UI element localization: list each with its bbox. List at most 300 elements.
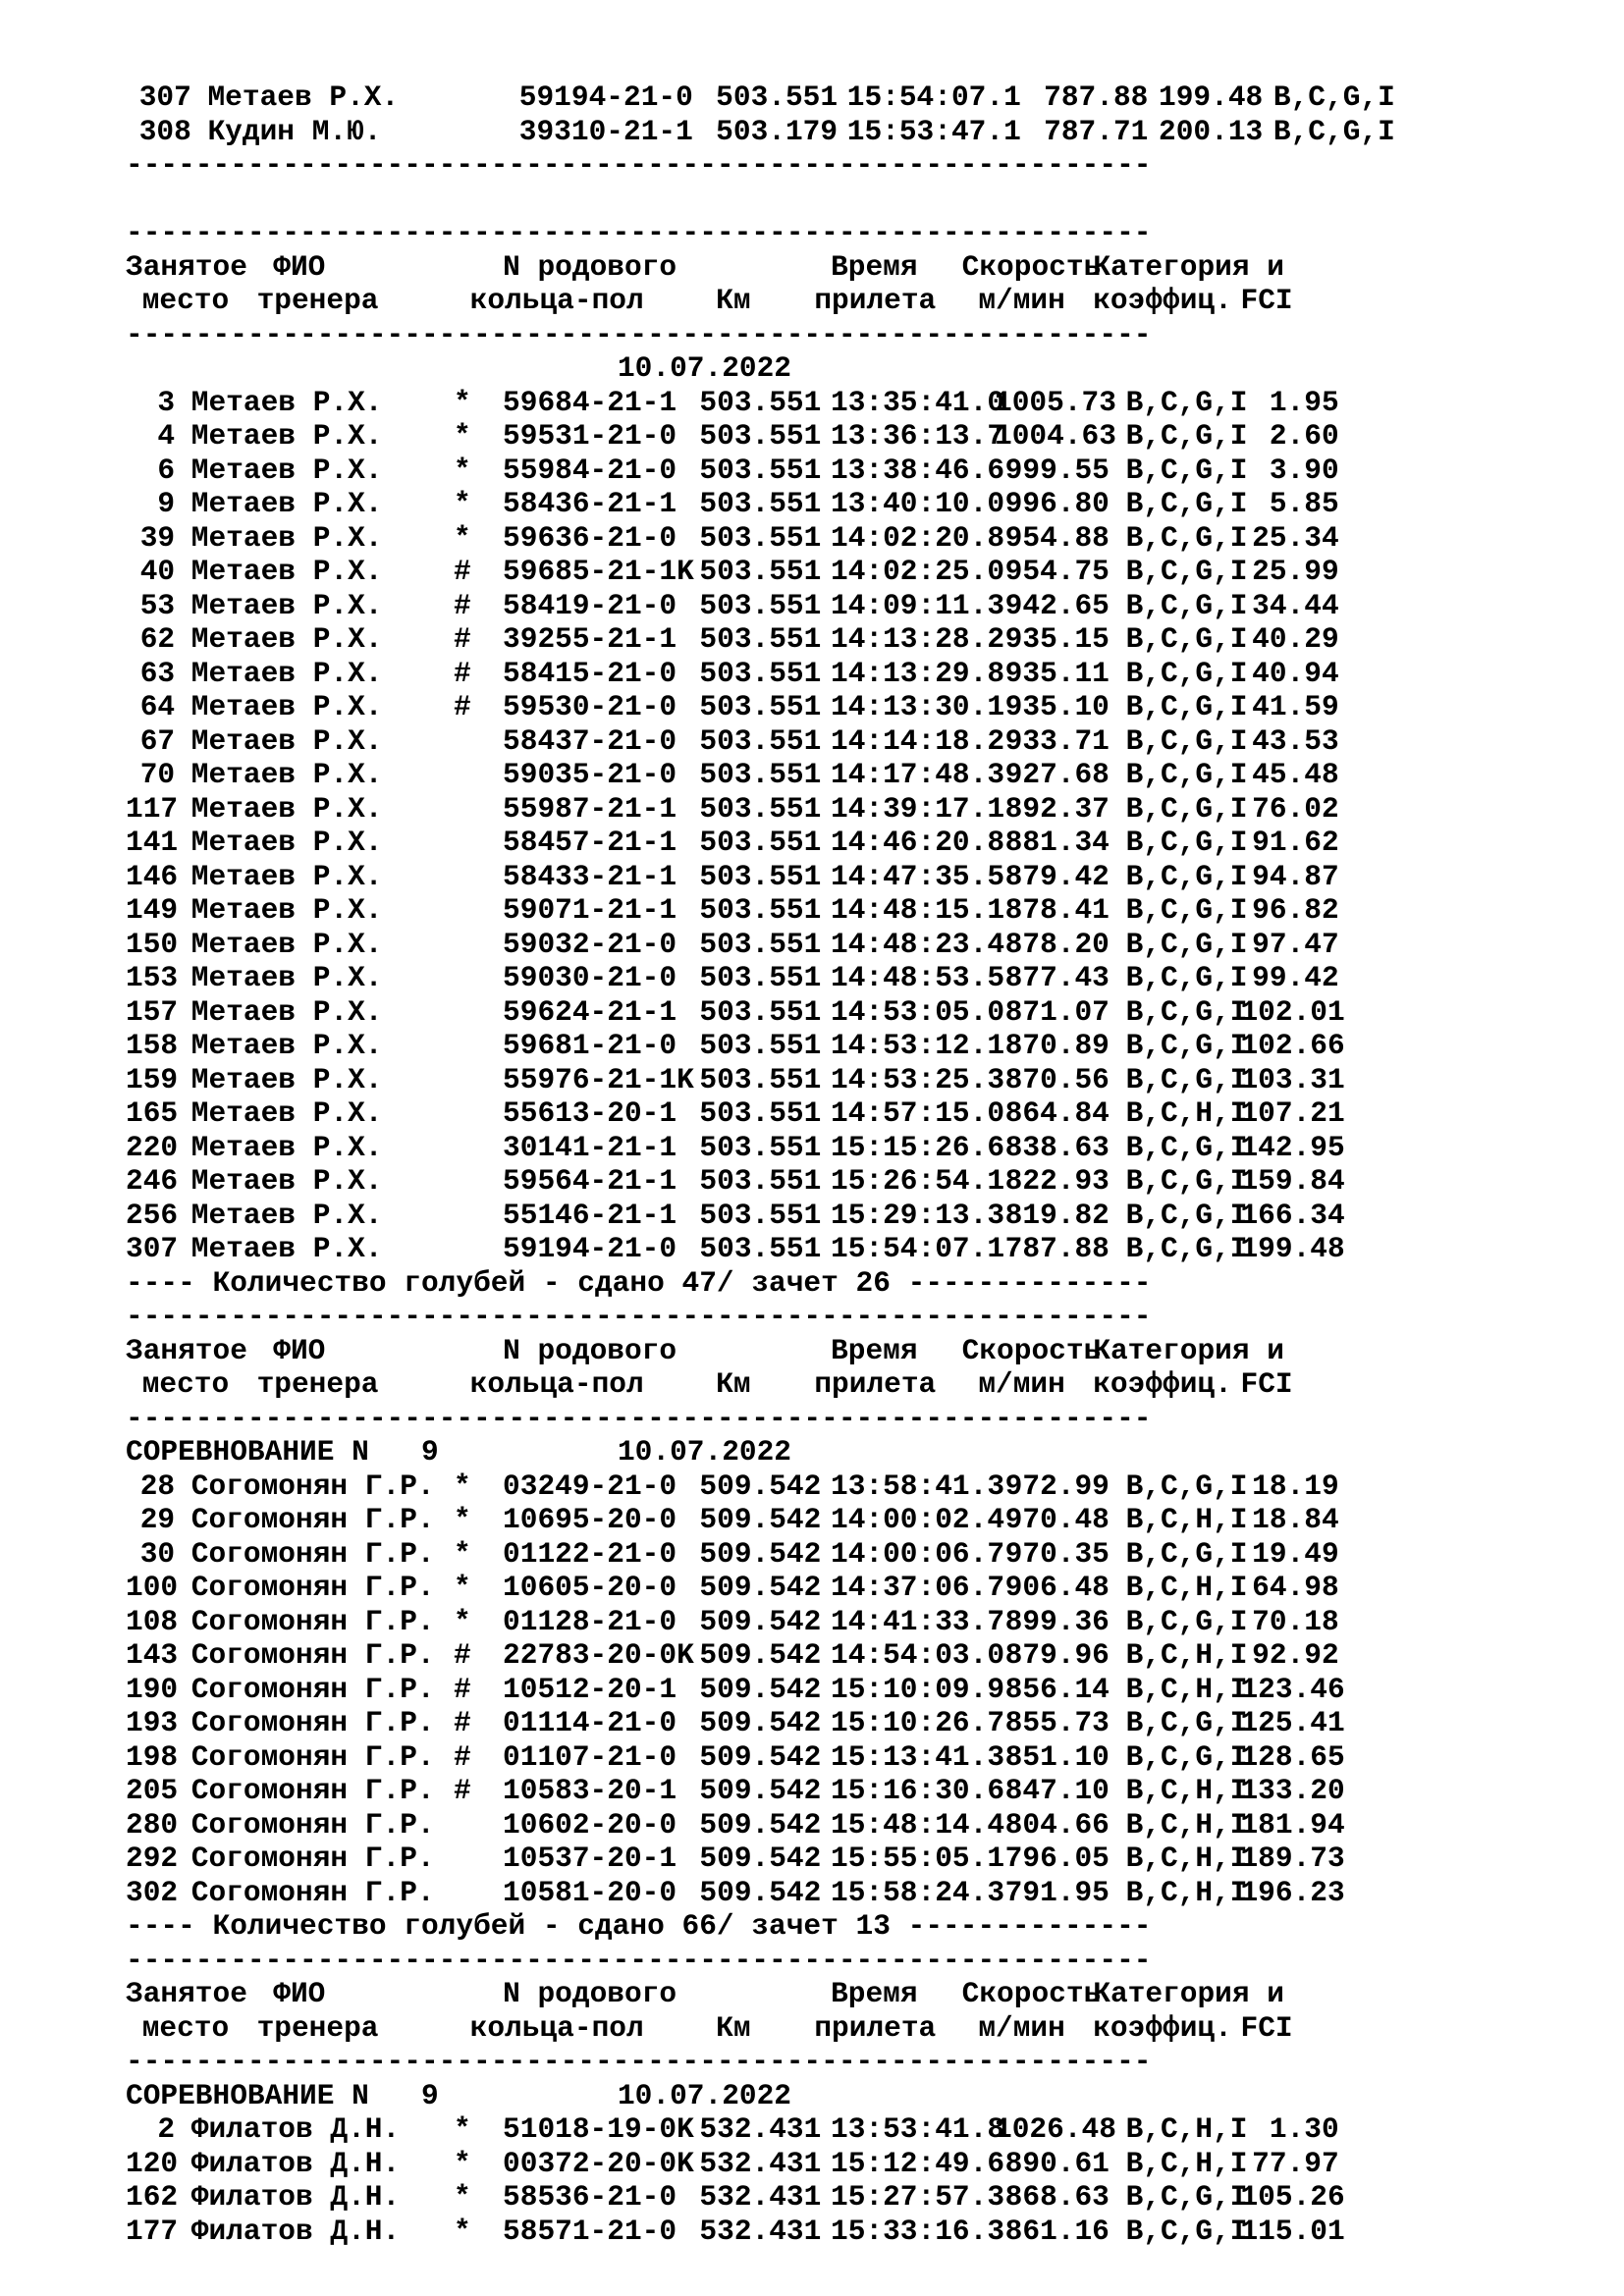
km-cell: 503.551 — [699, 961, 822, 994]
trainer-name-cell: Метаев Р.Х. — [190, 893, 383, 927]
header-arrival: прилета — [814, 1367, 937, 1401]
km-cell: 509.542 — [699, 1875, 822, 1909]
place-cell: 141 — [126, 826, 179, 859]
result-row — [126, 1638, 1388, 1673]
result-row — [126, 2215, 1388, 2249]
result-row — [126, 1537, 1388, 1572]
arrival-time-cell: 14:54:03.0 — [831, 1638, 1005, 1672]
arrival-time-cell: 14:53:25.3 — [831, 1062, 1005, 1096]
arrival-time-cell: 14:53:05.0 — [831, 994, 1005, 1029]
coefficient-cell: 91.62 — [1252, 826, 1339, 859]
header-place-2: место — [141, 1367, 230, 1401]
header-name-2: тренера — [256, 1367, 379, 1401]
ring-cell: 58536-21-0 — [503, 2180, 677, 2214]
competition-date: 10.07.2022 — [617, 1435, 792, 1468]
coefficient-cell: 76.02 — [1252, 791, 1339, 826]
category-cell: B,C,G,I — [1125, 1164, 1248, 1198]
trainer-name-cell: Согомонян Г.Р. — [190, 1672, 435, 1706]
place-cell: 4 — [157, 419, 176, 453]
km-cell: 503.551 — [699, 1062, 822, 1096]
category-cell: B,C,G,I — [1125, 1130, 1248, 1164]
ring-cell: 55976-21-1K — [503, 1062, 694, 1096]
trainer-name-cell: Согомонян Г.Р. — [190, 1638, 435, 1672]
trainer-name-cell: Метаев Р.Х. — [190, 994, 383, 1029]
mark-cell: * — [453, 2180, 471, 2214]
trainer-name-cell: Согомонян Г.Р. — [190, 1842, 435, 1875]
speed-cell: 1004.63 — [995, 419, 1116, 453]
category-cell: B,C,G,I — [1125, 758, 1248, 791]
speed-cell: 787.71 — [1044, 114, 1149, 148]
coefficient-cell: 2.60 — [1269, 419, 1339, 453]
arrival-time-cell: 14:02:25.0 — [831, 555, 1005, 588]
km-cell: 509.542 — [699, 1468, 822, 1503]
header-ring: N родового — [503, 249, 677, 284]
arrival-time-cell: 14:13:29.8 — [831, 656, 1005, 690]
coefficient-cell: 64.98 — [1252, 1571, 1339, 1604]
mark-cell: # — [453, 1672, 471, 1706]
place-cell: 120 — [126, 2146, 179, 2180]
category-cell: B,C,G,I — [1125, 1604, 1248, 1638]
result-row — [126, 893, 1388, 928]
coefficient-cell: 40.29 — [1252, 622, 1339, 656]
category-cell: B,C,H,I — [1125, 1875, 1248, 1909]
speed-cell: 881.34 — [1004, 826, 1110, 859]
speed-cell: 856.14 — [1004, 1672, 1110, 1706]
result-row — [126, 1605, 1388, 1639]
result-row — [126, 1774, 1388, 1808]
header-km: Км — [716, 2010, 751, 2045]
speed-cell: 787.88 — [1044, 80, 1149, 114]
speed-cell: 879.42 — [1004, 859, 1110, 893]
category-cell: B,C,H,I — [1125, 1672, 1248, 1706]
category-cell: B,C,H,I — [1125, 1842, 1248, 1875]
arrival-time-cell: 14:14:18.2 — [831, 723, 1005, 758]
place-cell: 157 — [126, 994, 179, 1029]
coefficient-cell: 1.30 — [1269, 2112, 1339, 2146]
trainer-name-cell: Филатов Д.Н. — [190, 2214, 401, 2248]
summary-dashes: -------------- — [890, 1265, 1152, 1300]
km-cell: 503.551 — [699, 555, 822, 588]
trainer-name-cell: Согомонян Г.Р. — [190, 1706, 435, 1739]
arrival-time-cell: 15:12:49.6 — [831, 2146, 1005, 2180]
header-name-2: тренера — [256, 284, 379, 317]
arrival-time-cell: 15:48:14.4 — [831, 1807, 1005, 1842]
category-cell: B,C,G,I — [1125, 419, 1248, 453]
result-row — [126, 657, 1388, 691]
header-time: Время — [831, 249, 918, 284]
header-time: Время — [831, 1333, 918, 1367]
trainer-name-cell: Метаев Р.Х. — [190, 487, 383, 520]
place-cell: 153 — [126, 961, 179, 994]
mark-cell: * — [453, 1503, 471, 1536]
header-fci: FCI — [1240, 2010, 1293, 2045]
coefficient-cell: 107.21 — [1240, 1096, 1345, 1130]
km-cell: 532.431 — [699, 2214, 822, 2248]
ring-cell: 55984-21-0 — [503, 453, 677, 487]
header-speed-unit: м/мин — [978, 1367, 1065, 1401]
place-cell: 158 — [126, 1029, 179, 1062]
trainer-name-cell: Метаев Р.Х. — [190, 927, 383, 961]
result-row — [126, 690, 1388, 724]
km-cell: 503.179 — [716, 114, 839, 148]
category-cell: B,C,H,I — [1125, 1807, 1248, 1842]
header-fci: FCI — [1240, 284, 1293, 317]
header-place-2: место — [141, 2010, 230, 2045]
mark-cell: * — [453, 385, 471, 419]
ring-cell: 59194-21-0 — [503, 1232, 677, 1265]
coefficient-cell: 115.01 — [1240, 2214, 1345, 2248]
header-km: Км — [716, 1367, 751, 1401]
trainer-name-cell: Метаев Р.Х. — [190, 826, 383, 859]
place-cell: 39 — [139, 520, 176, 555]
trainer-name-cell: Метаев Р.Х. — [190, 1164, 383, 1198]
mark-cell: # — [453, 690, 471, 723]
place-cell: 143 — [126, 1638, 179, 1672]
category-cell: B,C,G,I — [1125, 588, 1248, 622]
speed-cell: 935.15 — [1004, 622, 1110, 656]
category-cell: B,C,G,I — [1125, 859, 1248, 893]
arrival-time-cell: 14:02:20.8 — [831, 520, 1005, 555]
divider-line: ----------------------------------------------------------- — [126, 1401, 1152, 1435]
km-cell: 509.542 — [699, 1739, 822, 1774]
header-ring-2: кольца-пол — [469, 1367, 644, 1401]
arrival-time-cell: 15:10:26.7 — [831, 1706, 1005, 1739]
ring-cell: 59681-21-0 — [503, 1029, 677, 1062]
speed-cell: 999.55 — [1004, 453, 1110, 487]
place-cell: 53 — [139, 588, 176, 622]
trainer-name-cell: Метаев Р.Х. — [190, 656, 383, 690]
km-cell: 509.542 — [699, 1571, 822, 1604]
summary-row — [126, 1266, 1388, 1301]
coefficient-cell: 25.99 — [1252, 555, 1339, 588]
coefficient-cell: 196.23 — [1240, 1875, 1345, 1909]
arrival-time-cell: 13:36:13.7 — [831, 419, 1005, 453]
category-cell: B,C,G,I — [1125, 520, 1248, 555]
coefficient-cell: 34.44 — [1252, 588, 1339, 622]
place-cell: 159 — [126, 1062, 179, 1096]
km-cell: 503.551 — [699, 487, 822, 520]
place-cell: 2 — [157, 2112, 176, 2146]
ring-cell: 59531-21-0 — [503, 419, 677, 453]
header-time: Время — [831, 1977, 918, 2010]
ring-cell: 58419-21-0 — [503, 588, 677, 622]
ring-cell: 10695-20-0 — [503, 1503, 677, 1536]
header-place: Занятое — [126, 249, 247, 284]
place-cell: 70 — [139, 758, 176, 791]
result-row — [126, 1029, 1388, 1063]
header-place-2: место — [141, 284, 230, 317]
competition-label: СОРЕВНОВАНИЕ N 9 — [126, 1435, 439, 1468]
place-cell: 40 — [139, 555, 176, 588]
header-speed: Скорость — [961, 1977, 1102, 2010]
coefficient-cell: 70.18 — [1252, 1604, 1339, 1638]
coefficient-cell: 5.85 — [1269, 487, 1339, 520]
coefficient-cell: 103.31 — [1240, 1062, 1345, 1096]
ring-cell: 10512-20-1 — [503, 1672, 677, 1706]
km-cell: 503.551 — [699, 690, 822, 723]
arrival-time-cell: 14:00:02.4 — [831, 1503, 1005, 1536]
arrival-time-cell: 14:17:48.3 — [831, 758, 1005, 791]
header-name: ФИО — [273, 1333, 326, 1367]
ring-cell: 55146-21-1 — [503, 1198, 677, 1232]
place-cell: 193 — [126, 1706, 179, 1739]
trainer-name-cell: Метаев Р.Х. — [207, 80, 400, 114]
km-cell: 532.431 — [699, 2146, 822, 2180]
arrival-time-cell: 13:38:46.6 — [831, 453, 1005, 487]
arrival-time-cell: 14:41:33.7 — [831, 1604, 1005, 1638]
result-row — [126, 589, 1388, 623]
category-cell: B,C,H,I — [1125, 1571, 1248, 1604]
km-cell: 509.542 — [699, 1503, 822, 1536]
ring-cell: 39310-21-1 — [518, 114, 693, 148]
ring-cell: 55987-21-1 — [503, 791, 677, 826]
column-header-row-1 — [126, 1334, 1388, 1368]
arrival-time-cell: 14:00:06.7 — [831, 1536, 1005, 1571]
mark-cell: # — [453, 555, 471, 588]
competition-date-row — [126, 2079, 1388, 2113]
coefficient-cell: 199.48 — [1240, 1232, 1345, 1265]
arrival-time-cell: 15:55:05.1 — [831, 1842, 1005, 1875]
arrival-time-cell: 15:33:16.3 — [831, 2214, 1005, 2248]
place-cell: 292 — [126, 1842, 179, 1875]
divider-line: ----------------------------------------------------------- — [126, 216, 1152, 249]
category-cell: B,C,G,I — [1125, 893, 1248, 927]
place-cell: 63 — [139, 656, 176, 690]
coefficient-cell: 97.47 — [1252, 927, 1339, 961]
speed-cell: 870.56 — [1004, 1062, 1110, 1096]
speed-cell: 1005.73 — [995, 385, 1116, 419]
arrival-time-cell: 15:16:30.6 — [831, 1774, 1005, 1807]
km-cell: 503.551 — [699, 893, 822, 927]
header-coefficient: коэффиц. — [1093, 2010, 1232, 2045]
trainer-name-cell: Метаев Р.Х. — [190, 690, 383, 723]
km-cell: 509.542 — [699, 1638, 822, 1672]
speed-cell: 996.80 — [1004, 487, 1110, 520]
category-cell: B,C,G,I — [1125, 1029, 1248, 1062]
arrival-time-cell: 15:26:54.1 — [831, 1164, 1005, 1198]
arrival-time-cell: 14:57:15.0 — [831, 1096, 1005, 1130]
place-cell: 100 — [126, 1571, 179, 1604]
mark-cell: # — [453, 1774, 471, 1807]
trainer-name-cell: Метаев Р.Х. — [190, 419, 383, 453]
coefficient-cell: 181.94 — [1240, 1807, 1345, 1842]
category-cell: B,C,G,I — [1125, 1198, 1248, 1232]
arrival-time-cell: 15:13:41.3 — [831, 1739, 1005, 1774]
arrival-time-cell: 14:48:53.5 — [831, 961, 1005, 994]
ring-cell: 59685-21-1K — [503, 555, 694, 588]
coefficient-cell: 1.95 — [1269, 385, 1339, 419]
place-cell: 150 — [126, 927, 179, 961]
trainer-name-cell: Метаев Р.Х. — [190, 1029, 383, 1062]
arrival-time-cell: 13:40:10.0 — [831, 487, 1005, 520]
coefficient-cell: 3.90 — [1269, 453, 1339, 487]
speed-cell: 954.88 — [1004, 520, 1110, 555]
place-cell: 28 — [139, 1468, 176, 1503]
result-row — [126, 386, 1388, 420]
ring-cell: 59071-21-1 — [503, 893, 677, 927]
coefficient-cell: 159.84 — [1240, 1164, 1345, 1198]
speed-cell: 851.10 — [1004, 1739, 1110, 1774]
header-fci: FCI — [1240, 1367, 1293, 1401]
ring-cell: 39255-21-1 — [503, 622, 677, 656]
competition-label: СОРЕВНОВАНИЕ N 9 — [126, 2078, 439, 2112]
competition-date-row — [126, 1435, 1388, 1469]
arrival-time-cell: 15:10:09.9 — [831, 1672, 1005, 1706]
coefficient-cell: 200.13 — [1159, 114, 1264, 148]
trainer-name-cell: Метаев Р.Х. — [190, 453, 383, 487]
speed-cell: 864.84 — [1004, 1096, 1110, 1130]
coefficient-cell: 77.97 — [1252, 2146, 1339, 2180]
speed-cell: 935.11 — [1004, 656, 1110, 690]
ring-cell: 58571-21-0 — [503, 2214, 677, 2248]
km-cell: 503.551 — [699, 758, 822, 791]
speed-cell: 970.35 — [1004, 1536, 1110, 1571]
speed-cell: 868.63 — [1004, 2180, 1110, 2214]
km-cell: 532.431 — [699, 2180, 822, 2214]
result-row — [126, 1096, 1388, 1131]
mark-cell: # — [453, 1739, 471, 1774]
ring-cell: 58437-21-0 — [503, 723, 677, 758]
ring-cell: 30141-21-1 — [503, 1130, 677, 1164]
result-row — [126, 2112, 1388, 2147]
arrival-time-cell: 15:54:07.1 — [846, 80, 1021, 114]
place-cell: 149 — [126, 893, 179, 927]
speed-cell: 906.48 — [1004, 1571, 1110, 1604]
coefficient-cell: 25.34 — [1252, 520, 1339, 555]
mark-cell: * — [453, 2146, 471, 2180]
result-row — [126, 80, 1395, 115]
km-cell: 503.551 — [699, 520, 822, 555]
category-cell: B,C,G,I — [1125, 2180, 1248, 2214]
ring-cell: 51018-19-0K — [503, 2112, 694, 2146]
coefficient-cell: 18.19 — [1252, 1468, 1339, 1503]
arrival-time-cell: 14:46:20.8 — [831, 826, 1005, 859]
result-row — [126, 758, 1388, 792]
result-row — [126, 114, 1395, 149]
category-cell: B,C,H,I — [1125, 1774, 1248, 1807]
category-cell: B,C,G,I — [1125, 487, 1248, 520]
place-cell: 177 — [126, 2214, 179, 2248]
trainer-name-cell: Метаев Р.Х. — [190, 1198, 383, 1232]
header-ring-2: кольца-пол — [469, 284, 644, 317]
header-category: Категория и — [1093, 1333, 1284, 1367]
trainer-name-cell: Метаев Р.Х. — [190, 588, 383, 622]
arrival-time-cell: 14:39:17.1 — [831, 791, 1005, 826]
km-cell: 509.542 — [699, 1774, 822, 1807]
coefficient-cell: 123.46 — [1240, 1672, 1345, 1706]
category-cell: B,C,H,I — [1125, 1638, 1248, 1672]
km-cell: 503.551 — [699, 927, 822, 961]
summary-prefix: ---- — [126, 1265, 213, 1300]
ring-cell: 58436-21-1 — [503, 487, 677, 520]
mark-cell: * — [453, 1604, 471, 1638]
arrival-time-cell: 13:53:41.8 — [831, 2112, 1005, 2146]
header-ring: N родового — [503, 1977, 677, 2010]
result-row — [126, 1503, 1388, 1537]
result-row — [126, 1131, 1388, 1165]
place-cell: 30 — [139, 1536, 176, 1571]
arrival-time-cell: 14:09:11.3 — [831, 588, 1005, 622]
divider-line: ----------------------------------------------------------- — [126, 1943, 1152, 1977]
result-row — [126, 419, 1388, 454]
result-row — [126, 860, 1388, 894]
trainer-name-cell: Согомонян Г.Р. — [190, 1875, 435, 1909]
arrival-time-cell: 15:54:07.1 — [831, 1232, 1005, 1265]
trainer-name-cell: Кудин М.Ю. — [207, 114, 382, 148]
coefficient-cell: 102.66 — [1240, 1029, 1345, 1062]
trainer-name-cell: Согомонян Г.Р. — [190, 1604, 435, 1638]
competition-date: 10.07.2022 — [617, 2078, 792, 2112]
result-row — [126, 1063, 1388, 1097]
speed-cell: 878.41 — [1004, 893, 1110, 927]
result-row — [126, 555, 1388, 589]
speed-cell: 855.73 — [1004, 1706, 1110, 1739]
speed-cell: 970.48 — [1004, 1503, 1110, 1536]
trainer-name-cell: Филатов Д.Н. — [190, 2112, 401, 2146]
km-cell: 509.542 — [699, 1672, 822, 1706]
km-cell: 509.542 — [699, 1842, 822, 1875]
column-header-row-1 — [126, 250, 1388, 285]
speed-cell: 787.88 — [1004, 1232, 1110, 1265]
speed-cell: 877.43 — [1004, 961, 1110, 994]
trainer-name-cell: Метаев Р.Х. — [190, 791, 383, 826]
speed-cell: 892.37 — [1004, 791, 1110, 826]
km-cell: 503.551 — [699, 656, 822, 690]
km-cell: 503.551 — [716, 80, 839, 114]
category-cell: B,C,G,I — [1125, 961, 1248, 994]
km-cell: 503.551 — [699, 588, 822, 622]
mark-cell: * — [453, 487, 471, 520]
place-cell: 6 — [157, 453, 176, 487]
place-cell: 3 — [157, 385, 176, 419]
place-cell: 198 — [126, 1739, 179, 1774]
ring-cell: 58433-21-1 — [503, 859, 677, 893]
km-cell: 503.551 — [699, 453, 822, 487]
mark-cell: * — [453, 2214, 471, 2248]
coefficient-cell: 99.42 — [1252, 961, 1339, 994]
header-category: Категория и — [1093, 249, 1284, 284]
place-cell: 162 — [126, 2180, 179, 2214]
arrival-time-cell: 13:58:41.3 — [831, 1468, 1005, 1503]
header-name: ФИО — [273, 249, 326, 284]
speed-cell: 804.66 — [1004, 1807, 1110, 1842]
result-row — [126, 792, 1388, 827]
coefficient-cell: 19.49 — [1252, 1536, 1339, 1571]
divider-line: ----------------------------------------------------------- — [126, 1300, 1152, 1333]
km-cell: 532.431 — [699, 2112, 822, 2146]
place-cell: 302 — [126, 1875, 179, 1909]
mark-cell: # — [453, 1706, 471, 1739]
trainer-name-cell: Метаев Р.Х. — [190, 622, 383, 656]
mark-cell: * — [453, 453, 471, 487]
header-ring: N родового — [503, 1333, 677, 1367]
header-coefficient: коэффиц. — [1093, 284, 1232, 317]
km-cell: 503.551 — [699, 791, 822, 826]
coefficient-cell: 189.73 — [1240, 1842, 1345, 1875]
trainer-name-cell: Согомонян Г.Р. — [190, 1571, 435, 1604]
ring-cell: 58457-21-1 — [503, 826, 677, 859]
category-cell: B,C,G,I — [1272, 114, 1395, 148]
ring-cell: 59194-21-0 — [518, 80, 693, 114]
category-cell: B,C,H,I — [1125, 1096, 1248, 1130]
speed-cell: 819.82 — [1004, 1198, 1110, 1232]
coefficient-cell: 102.01 — [1240, 994, 1345, 1029]
ring-cell: 10602-20-0 — [503, 1807, 677, 1842]
place-cell: 117 — [126, 791, 179, 826]
divider-line: ----------------------------------------------------------- — [126, 148, 1152, 182]
header-ring-2: кольца-пол — [469, 2010, 644, 2045]
speed-cell: 1026.48 — [995, 2112, 1116, 2146]
